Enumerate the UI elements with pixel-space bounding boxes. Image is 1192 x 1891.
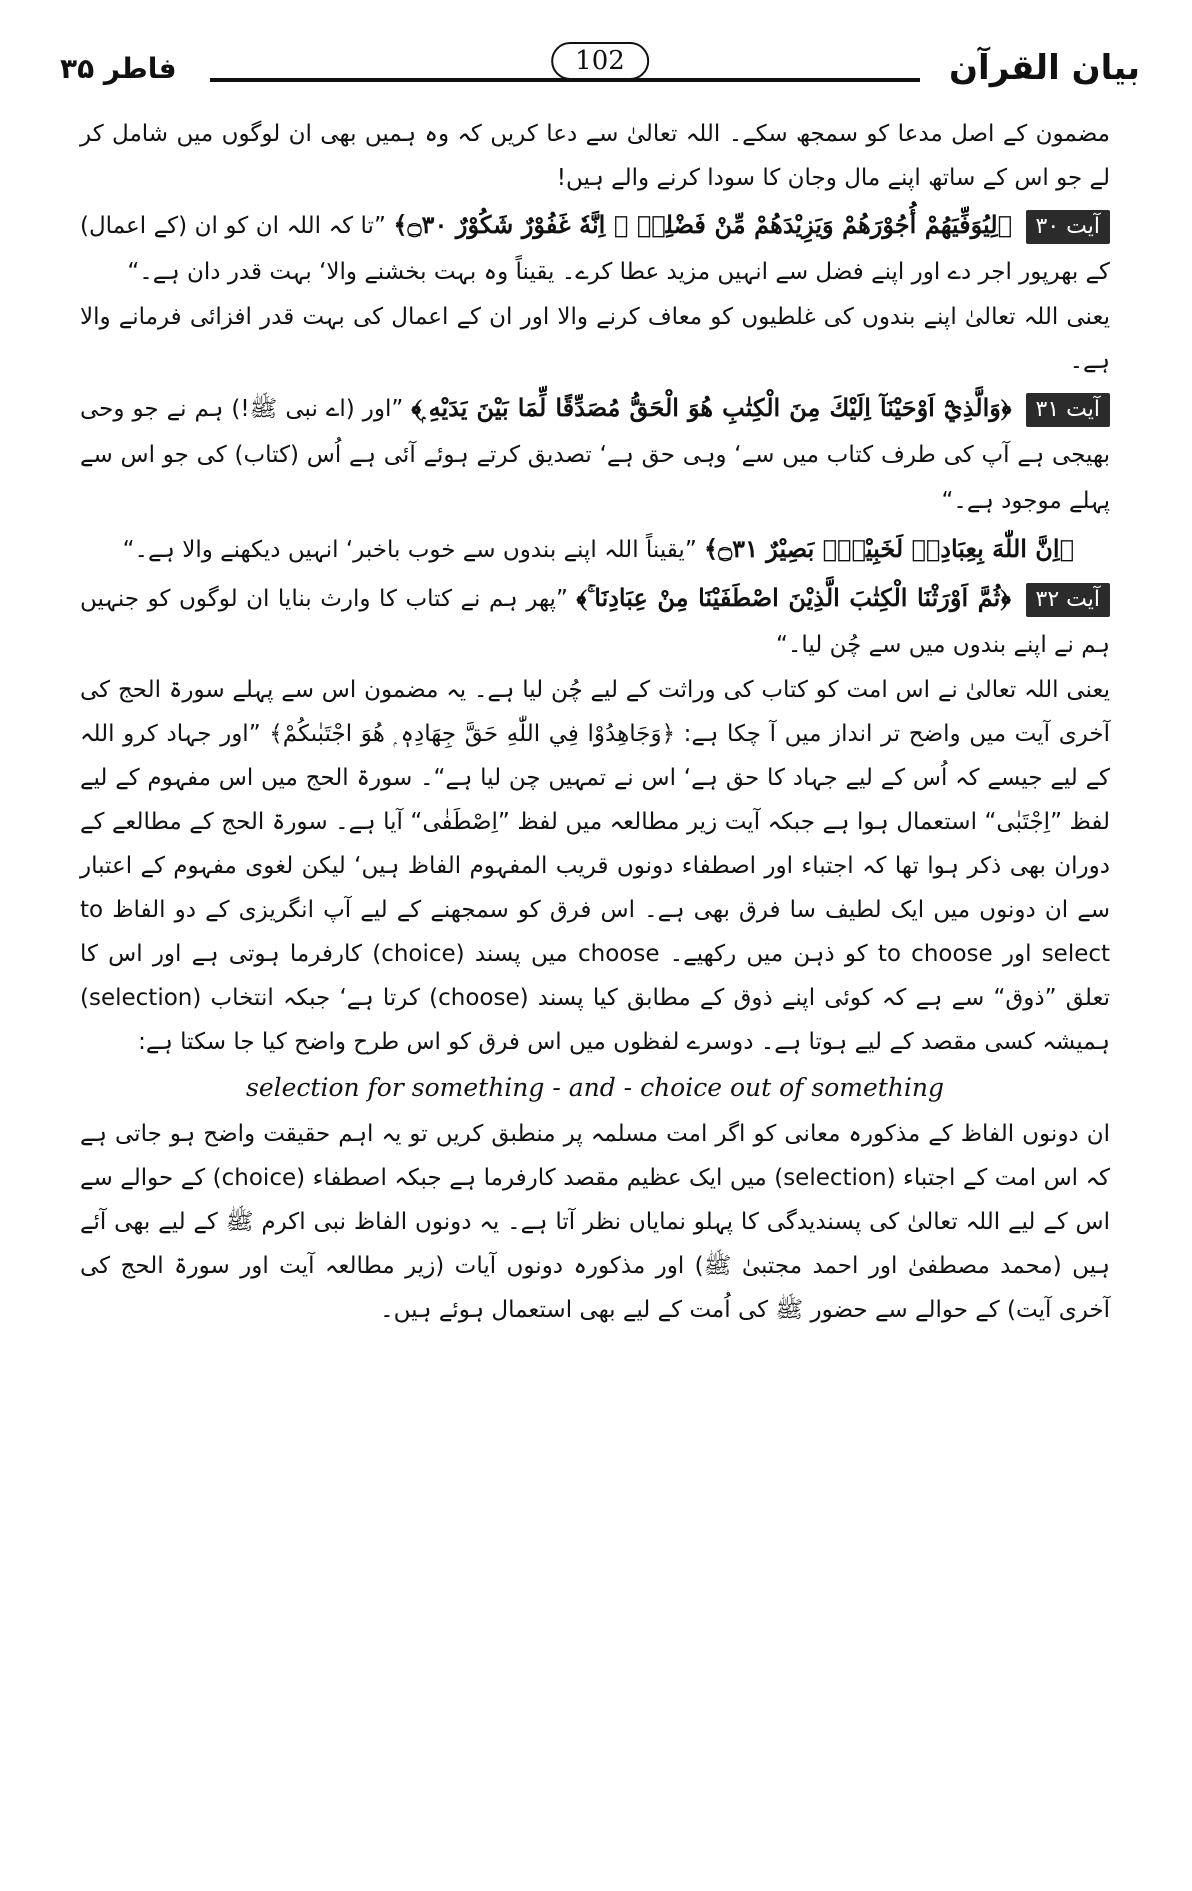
paragraph: یعنی اللہ تعالیٰ اپنے بندوں کی غلطیوں کو معاف کرنے والا اور ان کے اعمال کی بہت قدر افزائی فرمانے والا ہے۔ <box>80 304 1110 374</box>
verse-translation: ”یقیناً اللہ اپنے بندوں سے خوب باخبر‘ انہیں دیکھنے والا ہے۔“ <box>122 537 697 563</box>
book-title: بیان القرآن <box>949 48 1140 88</box>
ayah-badge: آیت ۳۲ <box>1026 583 1110 617</box>
surah-name: فاطر ۳۵ <box>60 52 177 85</box>
ayah-31 <box>80 385 1110 524</box>
paragraph: مضمون کے اصل مدعا کو سمجھ سکے۔ اللہ تعالیٰ سے دعا کریں کہ وہ ہمیں بھی ان لوگوں میں شامل کر لے جو اس کے ساتھ اپنے مال وجان کا سودا کرنے والے ہیں! <box>80 121 1110 191</box>
page-header <box>60 38 1140 108</box>
verse-translation: ”اور (اے نبی ﷺ!) ہم نے جو وحی بھیجی ہے آپ کی طرف کتاب میں سے‘ وہی حق ہے‘ تصدیق کرتے ہوئے آئی ہے اُس (کتاب) کی جو اس سے پہلے موجود ہے۔“ <box>80 396 1110 514</box>
arabic-verse: ﴿اِنَّ اللّٰهَ بِعِبَادِهٖ لَخَبِيْرٌۢ بَصِيْرٌ ۝۳۱﴾ <box>704 534 1074 563</box>
ayah-badge: آیت ۳۰ <box>1026 210 1110 244</box>
arabic-verse: ﴿لِيُوَفِّيَهُمْ أُجُوْرَهُمْ وَيَزِيْدَهُمْ مِّنْ فَضْلِهٖ ۭ اِنَّهٗ غَفُوْرٌ شَكُوْرٌ ۝۳۰﴾ <box>393 210 1012 239</box>
ayah-badge: آیت ۳۱ <box>1026 393 1110 427</box>
arabic-verse: ﴿ثُمَّ اَوْرَثْنَا الْكِتٰبَ الَّذِيْنَ اصْطَفَيْنَا مِنْ عِبَادِنَا ۚ﴾ <box>576 583 1011 612</box>
page-body <box>80 112 1110 1332</box>
verse-translation: ”پھر ہم نے کتاب کا وارث بنایا ان لوگوں کو جنہیں ہم نے اپنے بندوں میں سے چُن لیا۔“ <box>80 586 1110 658</box>
ayah-30 <box>80 202 1110 295</box>
paragraph: ان دونوں الفاظ کے مذکورہ معانی کو اگر امت مسلمہ پر منطبق کریں تو یہ اہم حقیقت واضح ہو جاتی ہے کہ اس امت کے اجتباء (selection) میں ایک عظیم مقصد کارفرما ہے جبکہ اصطفاء (choice) کے حوالے سے اس کے لیے اللہ تعالیٰ کی پسندیدگی کا پہلو نمایاں نظر آتا ہے۔ یہ دونوں الفاظ نبی اکرم ﷺ کے لیے بھی آئے ہیں (محمد مصطفیٰ اور احمد مجتبیٰ ﷺ) اور مذکورہ دونوں آیات (زیر مطالعہ آیت اور سورۃ الحج کی آخری آیت) کے حوالے سے حضور ﷺ کی اُمت کے لیے بھی استعمال ہوئے ہیں۔ <box>80 1121 1110 1323</box>
verse-translation: ”تا کہ اللہ ان کو ان (کے اعمال) کے بھرپور اجر دے اور اپنے فضل سے انہیں مزید عطا کرے۔ یقیناً وہ بہت بخشنے والا‘ بہت قدر دان ہے۔“ <box>80 213 1110 285</box>
page-number: 102 <box>551 42 649 80</box>
english-phrase: selection for something - and - choice out of something <box>246 1073 944 1102</box>
ayah-32 <box>80 575 1110 668</box>
arabic-verse: ﴿وَالَّذِيْٓ اَوْحَيْنَآ اِلَيْكَ مِنَ الْكِتٰبِ هُوَ الْحَقُّ مُصَدِّقًا لِّمَا بَيْنَ يَدَيْهِ ۭ﴾ <box>411 393 1012 422</box>
paragraph: یعنی اللہ تعالیٰ نے اس امت کو کتاب کی وراثت کے لیے چُن لیا ہے۔ یہ مضمون اس سے پہلے سورۃ الحج کی آخری آیت میں واضح تر انداز میں آ چکا ہے: ﴿وَجَاهِدُوْا فِي اللّٰهِ حَقَّ جِهَادِهٖ ۭ هُوَ اجْتَبٰىكُمْ﴾ ”اور جہاد کرو اللہ کے لیے جیسے کہ اُس کے لیے جہاد کا حق ہے‘ اس نے تمہیں چن لیا ہے“۔ سورۃ الحج میں اس مفہوم کے لیے لفظ ”اِجْتَبٰی“ استعمال ہوا ہے جبکہ آیت زیر مطالعہ میں لفظ ”اِصْطَفٰی“ آیا ہے۔ سورۃ الحج کے مطالعے کے دوران بھی ذکر ہوا تھا کہ اجتباء اور اصطفاء دونوں قریب المفہوم الفاظ ہیں‘ لیکن لغوی مفہوم کے اعتبار سے ان دونوں میں ایک لطیف سا فرق بھی ہے۔ اس فرق کو سمجھنے کے لیے آپ انگریزی کے دو الفاظ to select اور to choose کو ذہن میں رکھیے۔ choose میں پسند (choice) کارفرما ہوتی ہے اور اس کا تعلق ”ذوق“ سے ہے کہ کوئی اپنے ذوق کے مطابق کیا پسند (choose) کرتا ہے‘ جبکہ انتخاب (selection) ہمیشہ کسی مقصد کے لیے ہوتا ہے۔ دوسرے لفظوں میں اس فرق کو اس طرح واضح کیا جا سکتا ہے: <box>80 677 1111 1055</box>
ayah-31-continued <box>80 526 1110 573</box>
